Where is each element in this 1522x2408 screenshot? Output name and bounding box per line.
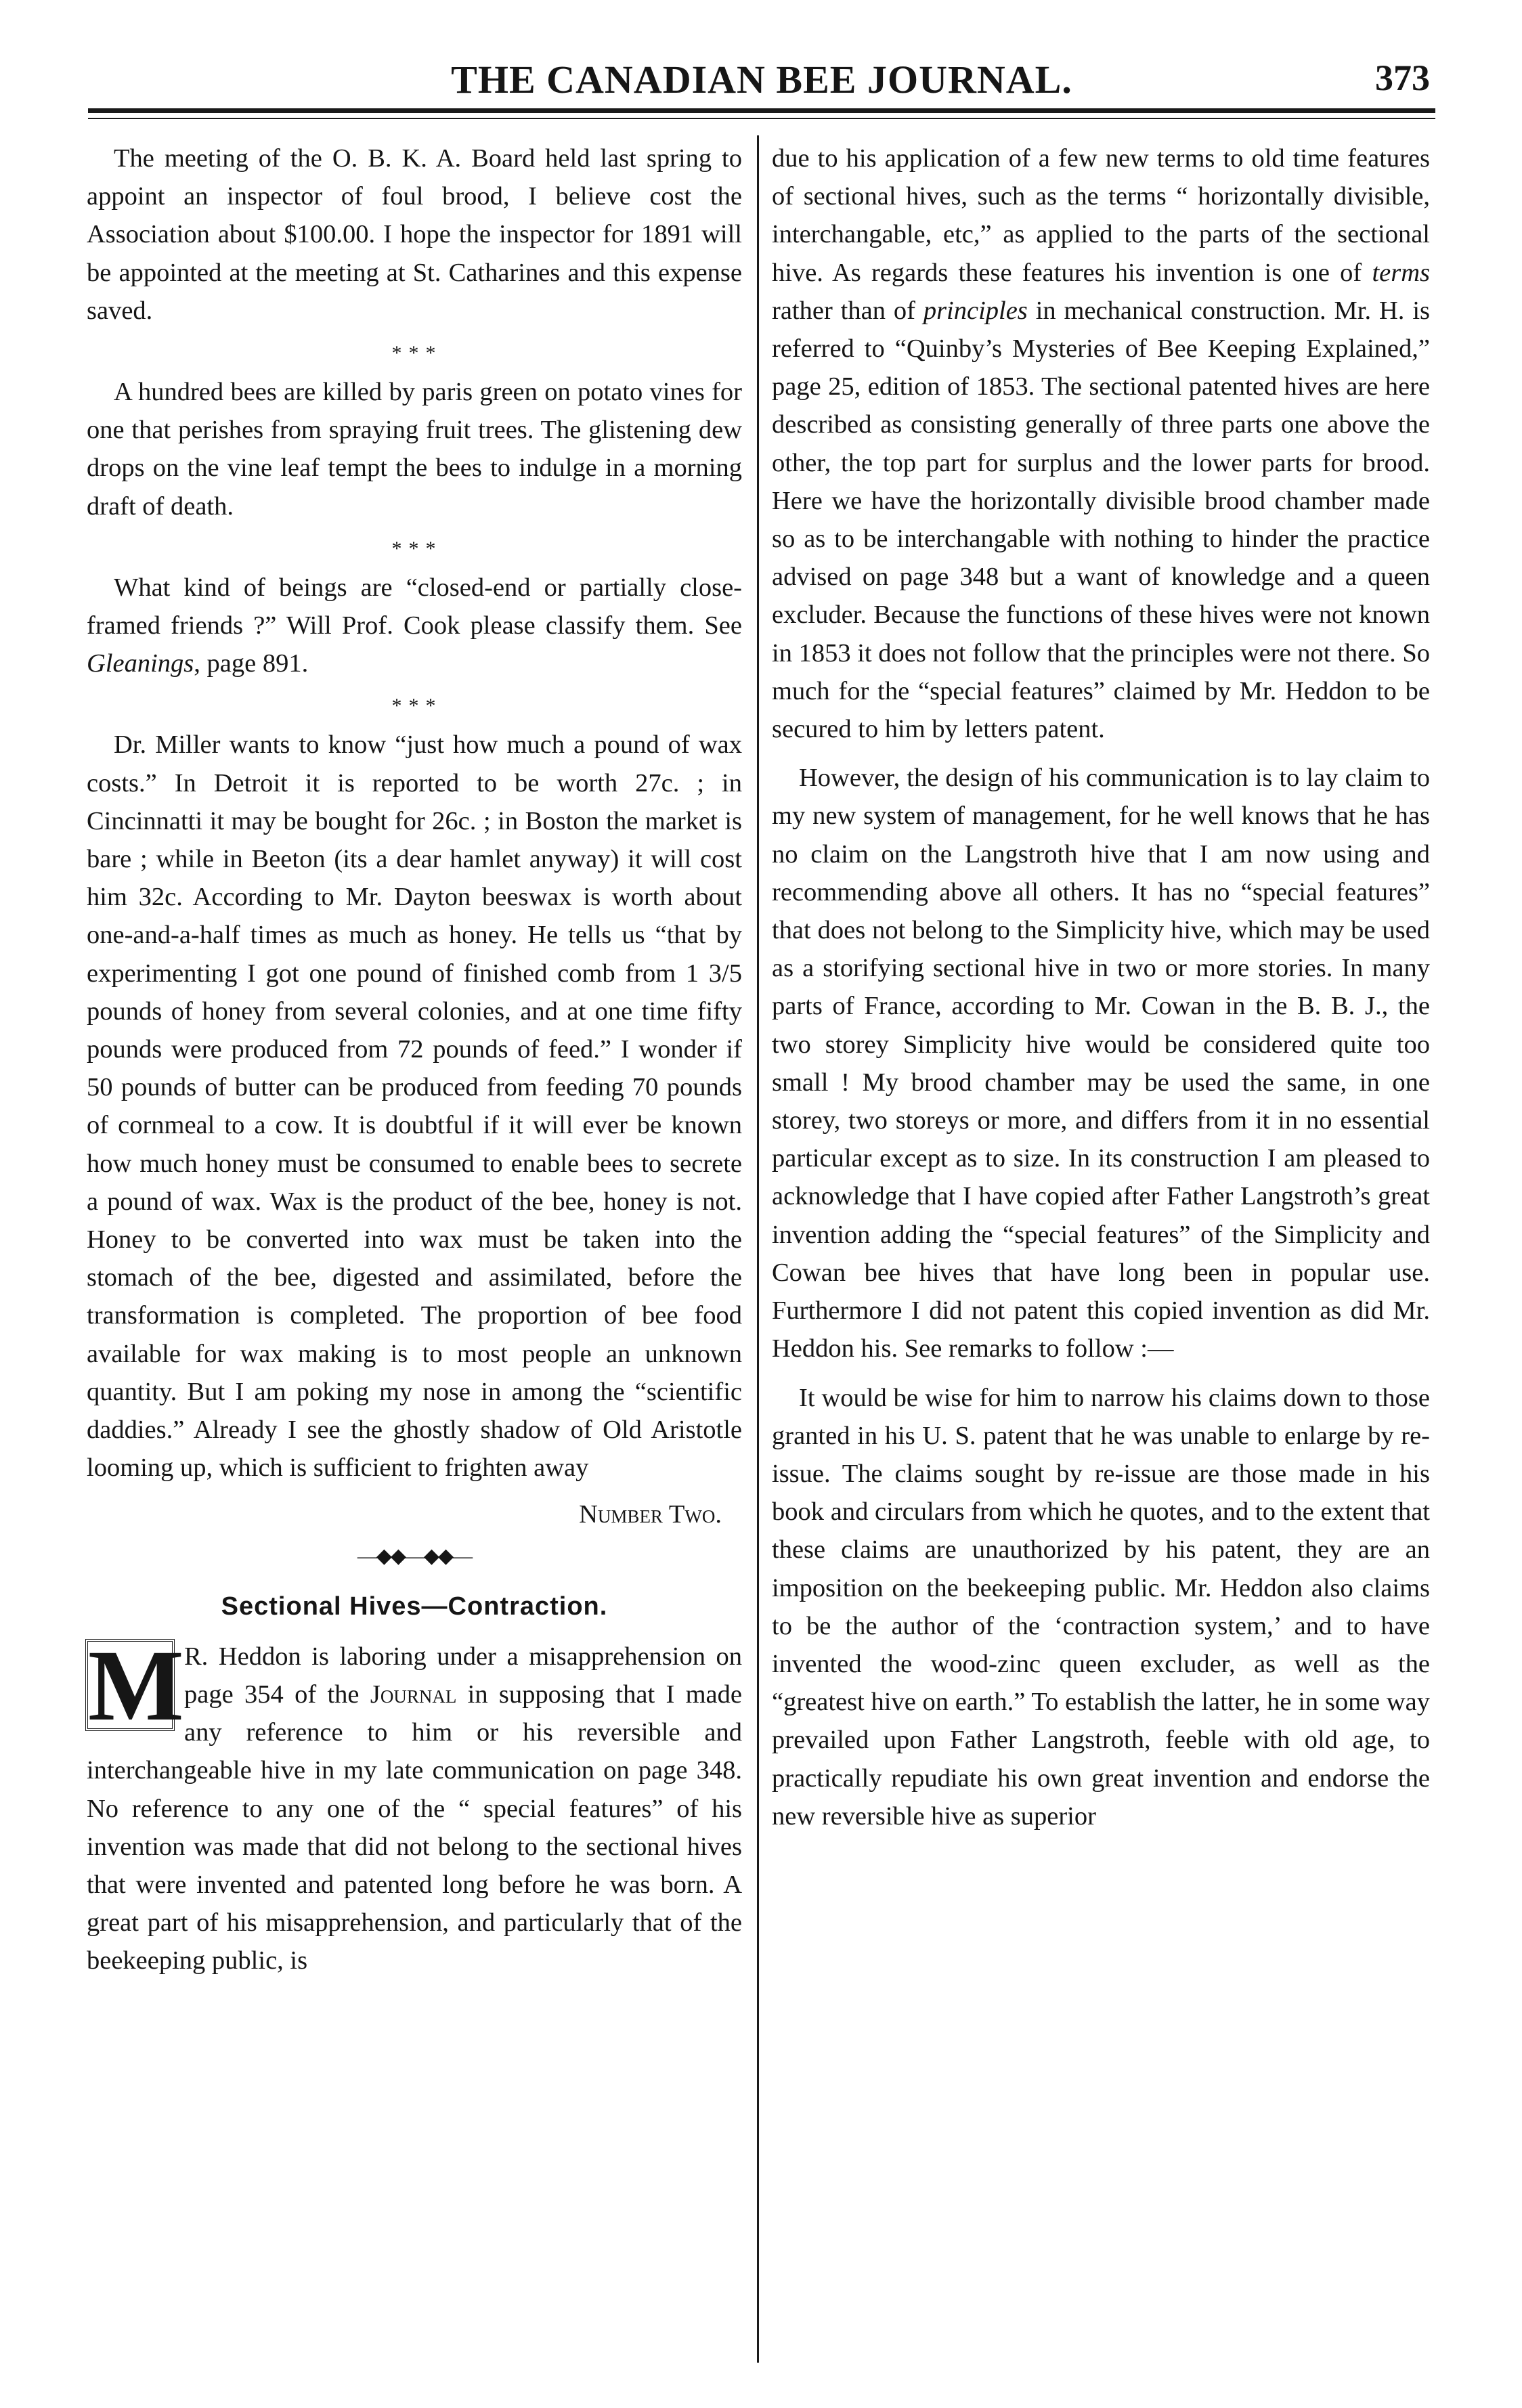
text-span: R. Heddon is laboring under a misapprehension on page 354 of the — [184, 1642, 742, 1709]
section-stars: * * * — [391, 537, 437, 560]
text-span: What kind of beings are “closed-end or partially close-framed friends ?” Will Prof. Cook please classify them. See — [87, 573, 742, 640]
paragraph-gap — [772, 1368, 1430, 1379]
header-rule-thin — [88, 118, 1435, 119]
paragraph-terms — [772, 139, 1430, 748]
section-stars: * * * — [391, 342, 437, 365]
section-stars: * * * — [391, 695, 437, 718]
paragraph-paris-green: A hundred bees are killed by paris green on potato vines for one that perishes from spraying fruit trees. The glistening dew drops on the vine leaf tempt the bees to indulge in a morning draft of death. — [87, 378, 742, 521]
text-span: rather than of — [772, 296, 923, 325]
page-header — [88, 53, 1435, 107]
left-column — [87, 139, 742, 1980]
paragraph-closed-end — [87, 569, 742, 683]
paragraph-wax-cost: Dr. Miller wants to know “just how much a pound of wax costs.” In Detroit it is reported to be worth 27c. ; in Cincinnatti it may be bought for 26c. ; in Boston the market is bare ; while in Beeton (its a dear hamlet anyway) it will cost him 32c. According to Mr. Dayton beeswax is worth about one-and-a-half times as much as honey. He tells us “that by experimenting I got one pound of finished comb from 1 3/5 pounds of honey from several colonies, and at one time fifty pounds were produced from 72 pounds of feed.” I wonder if 50 pounds of butter can be produced from feeding 70 pounds of cornmeal to a cow. It is doubtful if it will ever be known how much honey must be consumed to enable bees to secrete a pound of wax. Wax is the product of the bee, honey is not. Honey to be converted into wax must be taken into the stomach of the bee, digested and assimilated, before the transformation is completed. The proportion of bee food available for wax making is to most people an unknown quantity. But I am poking my nose in among the “scientific daddies.” Already I see the ghostly shadow of Old Aristotle looming up, which is sufficient to frighten away — [87, 730, 742, 1483]
journal-name: Journal — [370, 1680, 457, 1709]
drop-cap: M — [85, 1639, 175, 1731]
ornament-divider: —◆◆—◆◆— — [357, 1544, 472, 1567]
gleanings-reference: Gleanings — [87, 649, 194, 678]
paragraph-heddon-intro — [87, 1629, 742, 1980]
article-title: Sectional Hives—Contraction. — [221, 1592, 608, 1621]
paragraph-board-meeting: The meeting of the O. B. K. A. Board held last spring to appoint an inspector of foul brood, I believe cost the Association about $100.00. I hope the inspector for 1891 will be appointed at the meeting at St. Catharines and this expense saved. — [87, 144, 742, 325]
emphasis-terms: terms — [1372, 258, 1430, 287]
journal-title: THE CANADIAN BEE JOURNAL. — [451, 58, 1072, 102]
paragraph-gap — [772, 748, 1430, 759]
text-span: in supposing that I made any reference to him or his reversible and interchangeable hive in my late communication on page 348. No reference to any one of the “ special features” of his invention was made that did not belong to the sectional hives that were invented and patented long before he was born. A great part of his misapprehension, and particularly that of the beekeeping public, is — [87, 1680, 742, 1975]
text-span: due to his application of a few new terms to old time features of sectional hives, such as the terms “ horizontally divisible, interchangable, etc,” as applied to the parts of the sectional hive. As regards these features his invention is one of — [772, 144, 1430, 287]
signature: Number Two. — [579, 1499, 722, 1529]
text-span: in mechanical construction. Mr. H. is referred to “Quinby’s Mysteries of Bee Keeping Explained,” page 25, edition of 1853. The sectional patented hives are here described as consisting generally of three parts one above the other, the top part for surplus and the lower parts for brood. Here we have the horizontally divisible brood chamber made so as to be interchangable with nothing to hinder the practice advised on page 348 but a want of knowledge and a queen excluder. Because the functions of these hives were not known in 1853 it does not follow that the principles were not there. So much for the “special features” claimed by Mr. Heddon to be secured to him by letters patent. — [772, 296, 1430, 744]
text-span: , page 891. — [194, 649, 309, 678]
paragraph-design: However, the design of his communication is to lay claim to my new system of management, for he well knows that he has no claim on the Langstroth hive that I am now using and recommending above all others. It has no “special features” that does not belong to the Simplicity hive, which may be used as a storifying sectional hive in two or more stories. In many parts of France, according to Mr. Cowan in the B. B. J., the two storey Simplicity hive would be considered quite too small ! My brood chamber may be used the same, in one storey, two storeys or more, and differs from it in no essential particular except as to size. In its construction I am pleased to acknowledge that I have copied after Father Langstroth’s great invention adding the “special features” of the Simplicity and Cowan bee hives that have long been in popular use. Furthermore I did not patent this copied invention as did Mr. Heddon his. See remarks to follow :— — [772, 764, 1430, 1363]
column-divider — [757, 135, 759, 2363]
header-rule-thick — [88, 108, 1435, 113]
paragraph-claims: It would be wise for him to narrow his claims down to those granted in his U. S. patent that he was unable to enlarge by re-issue. The claims sought by re-issue are those made in his book and circulars from which he quotes, and to the extent that these claims are unauthorized by his patent, they are an imposition on the beekeeping public. Mr. Heddon also claims to be the author of the ‘contraction system,’ and to have invented the wood-zinc queen excluder, as well as the “greatest hive on earth.” To establish the latter, he in some way prevailed upon Father Langstroth, feeble with old age, to practically repudiate his own great invention and endorse the new reversible hive as superior — [772, 1383, 1430, 1831]
emphasis-principles: principles — [923, 296, 1028, 325]
page-number: 373 — [1375, 58, 1430, 98]
right-column — [772, 139, 1430, 1835]
